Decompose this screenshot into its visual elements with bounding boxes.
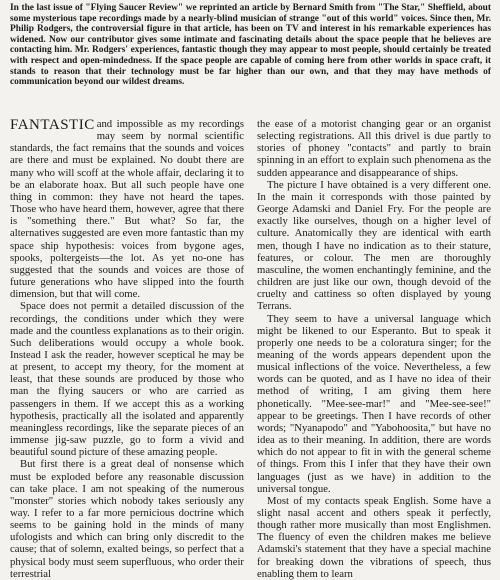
opening-paragraph — [10, 118, 244, 300]
body-paragraph: Most of my contacts speak English. Some have a slight nasal accent and others speak it perfectly, though rather more musically than most Englishmen. The fluency of even the children makes me believe Adamski's statement that they have a special machine for breaking down the vibrations of speech, thus enabling them to learn — [257, 494, 491, 580]
intro-paragraph: In the last issue of "Flying Saucer Review" we reprinted an article by Bernard Smith from "The Star," Sheffield, about some mysterious tape recordings made by a nearly-blind musician of strange "out of this world" voices. Since then, Mr. Philip Rodgers, the controversial figure in that article, has been on TV and interest in his remarkable experiences has widened. Now our contributor gives some intimate and fascinating details about the space people that he believes are contacting him. Mr. Rodgers' experiences, fantastic though they may appear to most people, should certainly be treated with respect and open-mindedness. If the space people are capable of coming here from other worlds in space craft, it stands to reason that their technology must be far higher than our own, and that they may have methods of communication beyond our wildest dreams. — [10, 3, 491, 88]
body-paragraph: the ease of a motorist changing gear or an organist selecting registrations. All this drivel is due partly to stories of phoney "contacts" and partly to brain spinning in an effort to explain such phenomena as the sudden appearance and disappearance of ships. — [257, 118, 491, 179]
right-column — [257, 118, 491, 580]
article-columns — [10, 117, 491, 580]
opening-paragraph-text: and impossible as my recordings may seem by normal scientific standards, the fact remains that the sounds and voices are there and must be explained. No doubt there are many who will scoff at the whole affair, declaring it to be an elaborate hoax. But all such people have one thing in common: they have not heard the tapes. Those who have heard them, however, agree that there is "something there." But what? So far, the alternatives suggested are even more fantastic than my space ship hypothesis: voices from bygone ages, spooks, poltergeists—the lot. As yet no-one has suggested that the sounds and voices are those of future generations who have slipped into the fourth dimension, but that will come. — [10, 118, 244, 301]
body-paragraph: Space does not permit a detailed discussion of the recordings, the conditions under which they were made and the countless explanations as to their origin. Such deliberations would occupy a whole book. Instead I ask the reader, however sceptical he may be at present, to accept my theory, for the moment at least, that these sounds are produced by those who man the flying saucers or who are carried as passengers in them. If we accept this as a working hypothesis, practically all the isolated and apparently meaningless recordings, like the separate pieces of an immense jig-saw puzzle, go to form a vivid and beautiful sound picture of these amazing people. — [10, 300, 244, 459]
drop-cap-word: FANTASTIC — [10, 117, 95, 133]
body-paragraph: But first there is a great deal of nonsense which must be exploded before any reasonable discussion can take place. I am not speaking of the numerous "monster" stories which nobody takes seriously any way. I refer to a far more pernicious doctrine which seems to be gaining hold in the minds of many ufologists and which can bring only discredit to the cause; that of solemn, exalted beings, so perfect that a physical body must seem superfluous, who order their terrestrial — [10, 458, 244, 580]
body-paragraph: They seem to have a universal language which might be likened to our Esperanto. But to speak it properly one needs to be a coloratura singer; for the meaning of the words appears dependent upon the musical inflections of the voice. Nevertheless, a few words can be quoted, and as I have no idea of their method of writing, I am giving them here phonetically. "Mee-see-mar!" and "Mee-see-see!" appear to be greetings. Then I have records of other words; "Nyanapodo" and "Yabohoosita," but have no idea as to their meaning. In addition, there are words which do not appear to fit in with the general scheme of things. From this I infer that they have their own languages (just as we have) in addition to the universal tongue. — [257, 312, 491, 495]
body-paragraph: The picture I have obtained is a very different one. In the main it corresponds with those painted by George Adamski and Daniel Fry. For the people are exactly like ourselves, though on a higher level of culture. Anatomically they are identical with earth men, though I have no indication as to their stature, features, or colour. The men are thoroughly masculine, the women enchantingly feminine, and the children are just like our own, though devoid of the cruelty and cattiness so often displayed by young Terrans. — [257, 178, 491, 313]
left-column — [10, 117, 244, 580]
